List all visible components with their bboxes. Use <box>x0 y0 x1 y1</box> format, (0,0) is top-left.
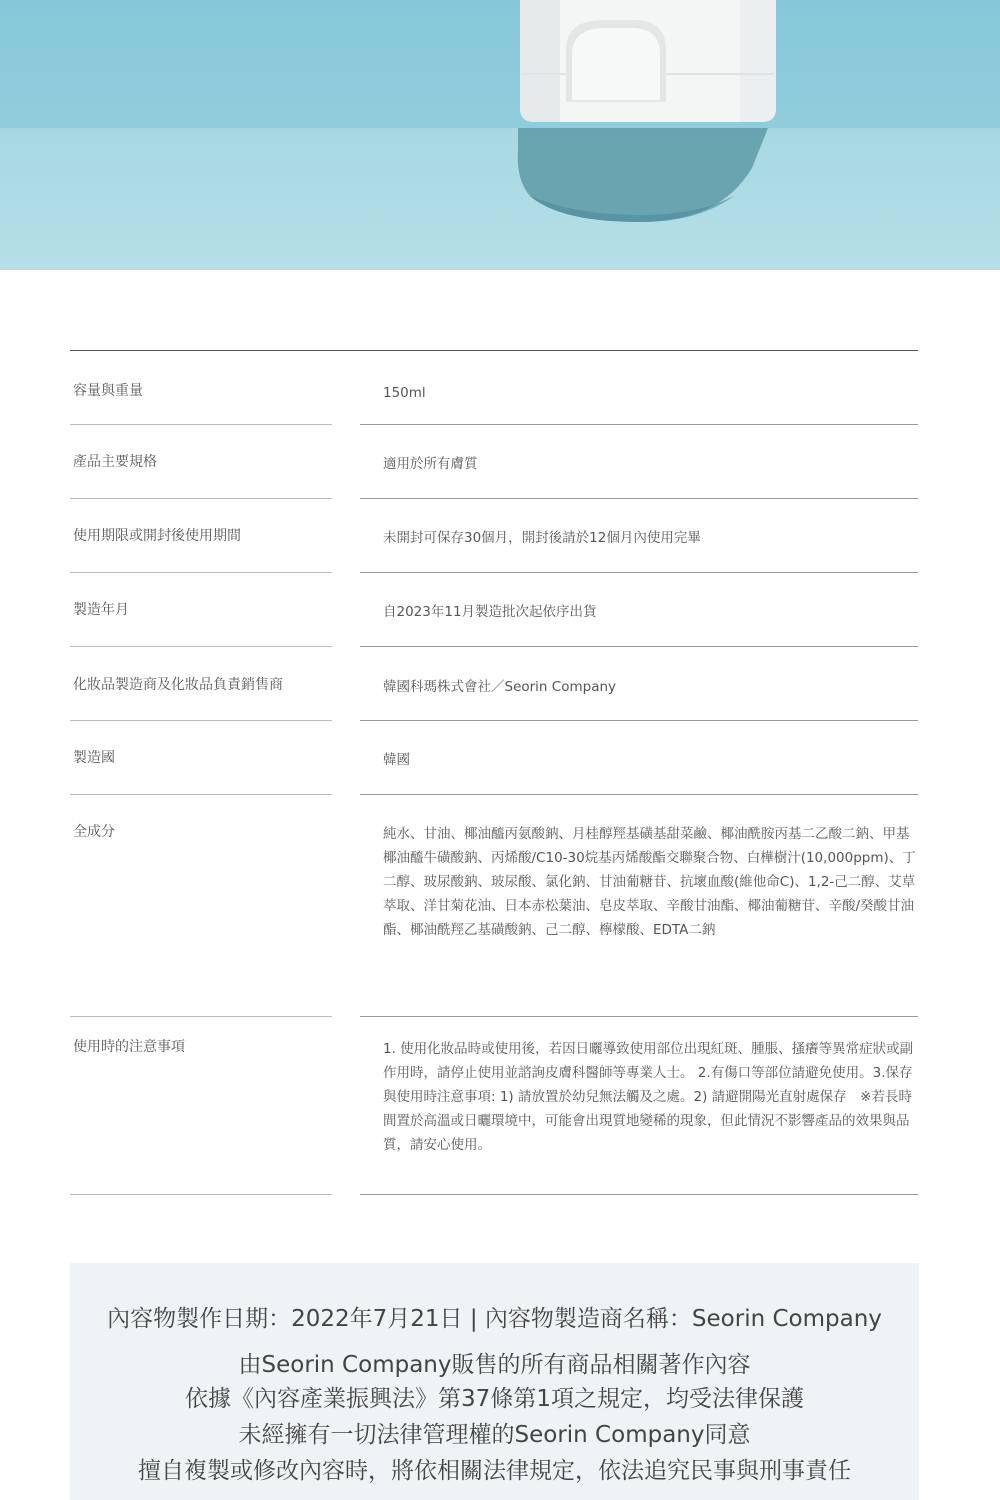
table-top-border <box>70 350 918 351</box>
row-divider <box>70 424 332 425</box>
spec-value: 韓國科瑪株式會社／Seorin Company <box>383 679 617 695</box>
row-divider <box>360 720 918 721</box>
spec-label: 使用時的注意事項 <box>73 1039 185 1055</box>
notice-line: 由Seorin Company販售的所有商品相關著作內容 <box>238 1352 751 1378</box>
row-divider <box>360 794 918 795</box>
spec-label: 製造年月 <box>73 602 129 618</box>
spec-value: 未開封可保存30個月，開封後請於12個月內使用完畢 <box>383 530 701 546</box>
row-divider <box>70 646 332 647</box>
row-divider <box>360 498 918 499</box>
row-divider <box>70 572 332 573</box>
spec-value: 韓國 <box>383 752 410 768</box>
spec-value: 適用於所有膚質 <box>383 456 478 472</box>
row-divider <box>70 1194 332 1195</box>
spec-label: 全成分 <box>73 824 115 840</box>
row-divider <box>360 1016 918 1017</box>
notice-line-production-info: 內容物製作日期：2022年7月21日 | 內容物製造商名稱：Seorin Company <box>107 1306 882 1332</box>
product-photo <box>0 0 1000 270</box>
spec-label: 製造國 <box>73 750 115 766</box>
row-divider <box>70 720 332 721</box>
notice-line: 依據《內容產業振興法》第37條第1項之規定，均受法律保護 <box>185 1386 804 1412</box>
row-divider <box>360 572 918 573</box>
spec-label: 使用期限或開封後使用期間 <box>73 528 241 544</box>
row-divider <box>360 1194 918 1195</box>
row-divider <box>70 498 332 499</box>
spec-label: 化妝品製造商及化妝品負責銷售商 <box>73 677 283 693</box>
notice-line: 擅自複製或修改內容時，將依相關法律規定，依法追究民事與刑事責任 <box>138 1458 851 1484</box>
spec-value: 自2023年11月製造批次起依序出貨 <box>383 604 597 620</box>
row-divider <box>70 794 332 795</box>
row-divider <box>70 1016 332 1017</box>
spec-value: 純水、甘油、椰油醯丙氨酸鈉、月桂醇羥基磺基甜菜鹼、椰油酰胺丙基二乙酸二鈉、甲基椰油醯牛磺酸鈉、丙烯酸/C10-30烷基丙烯酸酯交聯聚合物、白樺樹汁(10,000ppm)、丁二醇、玻尿酸鈉、玻尿酸、氯化鈉、甘油葡糖苷、抗壞血酸(維他命C)、1,2-己二醇、艾草萃取、洋甘菊花油、日本赤松葉油、皂皮萃取、辛酸甘油酯、椰油葡糖苷、辛酸/癸酸甘油酯、椰油酰羥乙基磺酸鈉、己二醇、檸檬酸、EDTA二鈉 <box>383 826 916 938</box>
spec-value: 150ml <box>383 385 426 401</box>
spec-value: 1. 使用化妝品時或使用後，若因日曬導致使用部位出現紅斑、腫脹、搔癢等異常症狀或副作用時，請停止使用並諮詢皮膚科醫師等專業人士。 2.有傷口等部位請避免使用。3.保存與使用時注意事項: 1) 請放置於幼兒無法觸及之處。2) 請避開陽光直射處保存 ※若長時間置於高溫或日曬環境中，可能會出現質地變稀的現象，但此情況不影響產品的效果與品質，請安心使用。 <box>383 1041 914 1153</box>
notice-line: 未經擁有一切法律管理權的Seorin Company同意 <box>238 1422 751 1448</box>
row-divider <box>360 646 918 647</box>
tube-illustration <box>0 0 1000 270</box>
row-divider <box>360 424 918 425</box>
spec-label: 容量與重量 <box>73 383 143 399</box>
copyright-notice <box>70 1263 919 1500</box>
spec-label: 產品主要規格 <box>73 454 157 470</box>
